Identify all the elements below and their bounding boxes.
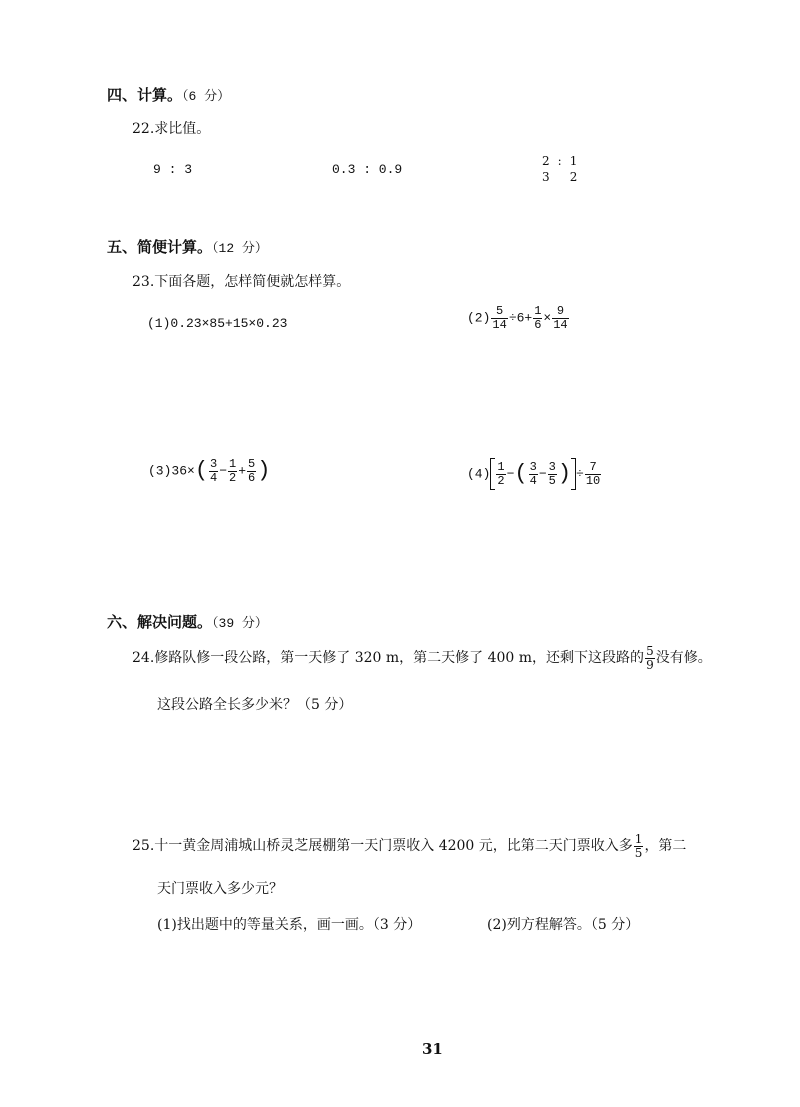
ratio-9-3: 9 : 3 [153, 162, 193, 177]
section-5-points: （12 分） [212, 241, 268, 256]
p3-f1-num: 3 [210, 457, 218, 471]
p2-mid: ÷6+ [508, 310, 533, 326]
ratio3-left-den: 3 [542, 170, 550, 184]
ratio3-sep: : [557, 154, 562, 168]
p2-frac3 [552, 305, 568, 331]
section-5-title: 五、简便计算。 [107, 238, 213, 256]
problem-23-3 [148, 458, 270, 484]
p3-f3-den: 6 [248, 470, 256, 485]
section-6-points: （39 分） [212, 616, 268, 631]
ratio3-right-den: 2 [569, 170, 578, 184]
p2-frac2 [533, 305, 542, 331]
p2-f3-num: 9 [556, 304, 565, 318]
section-5-heading [107, 236, 268, 257]
section-6-title: 六、解决问题。 [107, 613, 213, 631]
p4-f1-den: 2 [497, 473, 505, 488]
q25-text-end: ，第二 [644, 838, 687, 855]
p4-minus: − [506, 466, 515, 482]
p3-minus: − [219, 463, 228, 479]
p4-frac1 [496, 461, 505, 487]
q25-frac [634, 833, 644, 859]
q24-frac-den: 9 [646, 657, 654, 672]
q24-text: 24.修路队修一段公路，第一天修了 320 m，第二天修了 400 m，还剩下这段路的 [132, 650, 645, 667]
p3-frac2 [228, 458, 237, 484]
section-4-points: （6 分） [182, 89, 231, 104]
p4-div: ÷ [576, 466, 584, 482]
question-25-line-2: 天门票收入多少元？ [157, 881, 283, 897]
p3-frac1 [209, 458, 218, 484]
p3-f1-den: 4 [210, 470, 218, 485]
q24-frac [645, 645, 655, 671]
p4-f1-num: 1 [497, 459, 505, 474]
ratio-fraction-stack [542, 150, 577, 184]
p4-prefix: (4) [467, 466, 491, 482]
p3-plus: + [238, 463, 247, 479]
p2-f3-den: 14 [553, 317, 568, 332]
p2-frac1 [491, 305, 507, 331]
q24-text-end: 没有修。 [655, 650, 712, 667]
p2-f2-num: 1 [534, 304, 542, 318]
p3-close-paren: ) [257, 458, 271, 484]
q25-frac-num: 1 [634, 832, 643, 846]
p3-prefix: (3)36× [148, 463, 195, 479]
ratio3-right-num: 1 [569, 154, 578, 168]
p2-f1-den: 14 [492, 317, 507, 332]
p2-f2-den: 6 [534, 317, 542, 332]
question-24-line-1 [132, 645, 712, 671]
question-23-label: 23.下面各题，怎样简便就怎样算。 [132, 274, 351, 290]
ratio-0.3-0.9: 0.3 : 0.9 [332, 162, 403, 177]
q25-frac-den: 5 [634, 845, 643, 860]
p4-frac2 [529, 461, 538, 487]
ratio3-left-num: 2 [542, 154, 550, 168]
question-24-line-2: 这段公路全长多少米？（5 分） [157, 697, 353, 713]
p2-f1-num: 5 [496, 304, 504, 318]
p2-prefix: (2) [467, 310, 491, 326]
question-25-sub-2: (2)列方程解答。（5 分） [487, 917, 640, 933]
p4-minus2: − [538, 466, 547, 482]
q25-text: 25.十一黄金周浦城山桥灵芝展棚第一天门票收入 4200 元，比第二天门票收入多 [132, 838, 633, 855]
p3-frac3 [247, 458, 256, 484]
problem-23-2 [467, 305, 570, 331]
section-4-title: 四、计算。 [107, 86, 183, 104]
p2-times: × [543, 310, 552, 326]
p4-close-paren: ) [557, 461, 572, 486]
p4-f4-den: 10 [585, 473, 601, 488]
q24-frac-num: 5 [646, 644, 654, 658]
p4-frac3 [548, 461, 557, 487]
p4-f3-num: 3 [548, 459, 556, 474]
p3-f3-num: 5 [248, 457, 256, 471]
p4-f2-den: 4 [529, 473, 537, 488]
page-number: 31 [422, 1040, 443, 1058]
p3-f2-num: 1 [229, 457, 237, 471]
p4-open-bracket [490, 458, 495, 490]
section-4-heading [107, 84, 230, 105]
p3-open-paren: ( [194, 458, 209, 484]
p4-frac4 [585, 461, 601, 487]
question-25-sub-1: (1)找出题中的等量关系，画一画。（3 分） [157, 917, 422, 933]
question-25-line-1 [132, 833, 686, 859]
problem-23-1: (1)0.23×85+15×0.23 [147, 316, 288, 331]
p4-f2-num: 3 [529, 459, 537, 474]
p4-f4-num: 7 [589, 459, 597, 474]
p3-f2-den: 2 [229, 470, 237, 485]
section-6-heading [107, 611, 268, 632]
question-22-label: 22.求比值。 [132, 121, 211, 137]
problem-23-4 [467, 458, 602, 490]
p4-f3-den: 5 [548, 473, 556, 488]
p4-open-paren: ( [514, 461, 528, 486]
